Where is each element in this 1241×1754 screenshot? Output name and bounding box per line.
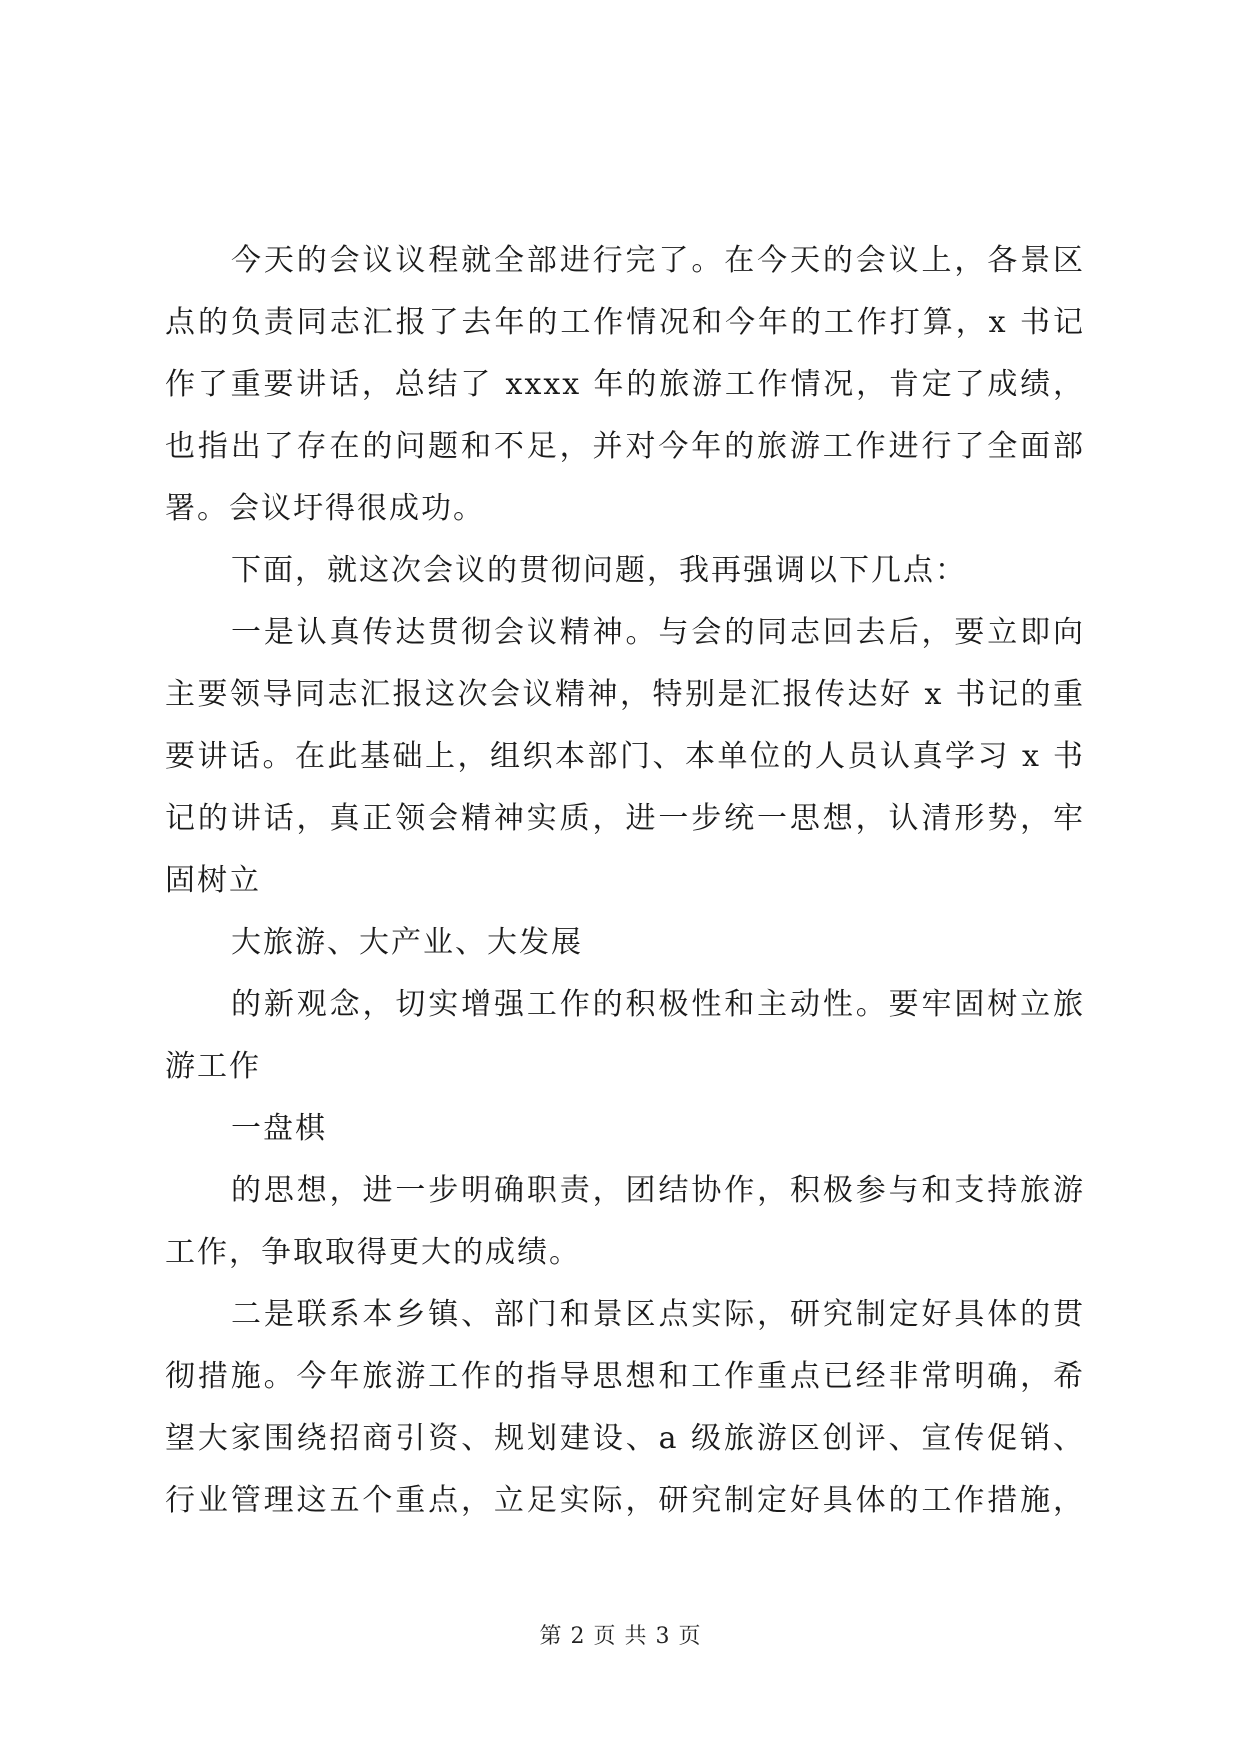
text-line: 作了重要讲话，总结了 xxxx 年的旅游工作情况，肯定了成绩，	[165, 367, 1085, 402]
text-line: 点的负责同志汇报了去年的工作情况和今年的工作打算，x 书记	[165, 305, 1085, 340]
text-line: 望大家围绕招商引资、规划建设、a 级旅游区创评、宣传促销、	[165, 1421, 1085, 1456]
text-line: 的思想，进一步明确职责，团结协作，积极参与和支持旅游	[231, 1173, 1085, 1208]
text-line: 一盘棋	[231, 1111, 327, 1146]
document-body	[165, 230, 1085, 1532]
text-line: 今天的会议议程就全部进行完了。在今天的会议上，各景区	[231, 243, 1085, 278]
text-line: 二是联系本乡镇、部门和景区点实际，研究制定好具体的贯	[231, 1297, 1085, 1332]
text-line: 记的讲话，真正领会精神实质，进一步统一思想，认清形势，牢	[165, 801, 1085, 836]
text-line: 大旅游、大产业、大发展	[231, 925, 583, 960]
text-line: 的新观念，切实增强工作的积极性和主动性。要牢固树立旅	[231, 987, 1085, 1022]
text-line: 也指出了存在的问题和不足，并对今年的旅游工作进行了全面部	[165, 429, 1085, 464]
text-line: 主要领导同志汇报这次会议精神，特别是汇报传达好 x 书记的重	[165, 677, 1085, 712]
text-line: 游工作	[165, 1049, 261, 1084]
text-line: 行业管理这五个重点，立足实际，研究制定好具体的工作措施，	[165, 1483, 1085, 1518]
text-line: 下面，就这次会议的贯彻问题，我再强调以下几点：	[231, 553, 967, 588]
text-line: 彻措施。今年旅游工作的指导思想和工作重点已经非常明确，希	[165, 1359, 1085, 1394]
text-line: 固树立	[165, 863, 261, 898]
text-line: 一是认真传达贯彻会议精神。与会的同志回去后，要立即向	[231, 615, 1085, 650]
text-line: 要讲话。在此基础上，组织本部门、本单位的人员认真学习 x 书	[165, 739, 1085, 774]
page-number-label: 第 2 页 共 3 页	[539, 1624, 702, 1649]
page-footer	[0, 1622, 1241, 1652]
text-line: 署。会议圩得很成功。	[165, 491, 485, 526]
text-line: 工作，争取取得更大的成绩。	[165, 1235, 581, 1270]
